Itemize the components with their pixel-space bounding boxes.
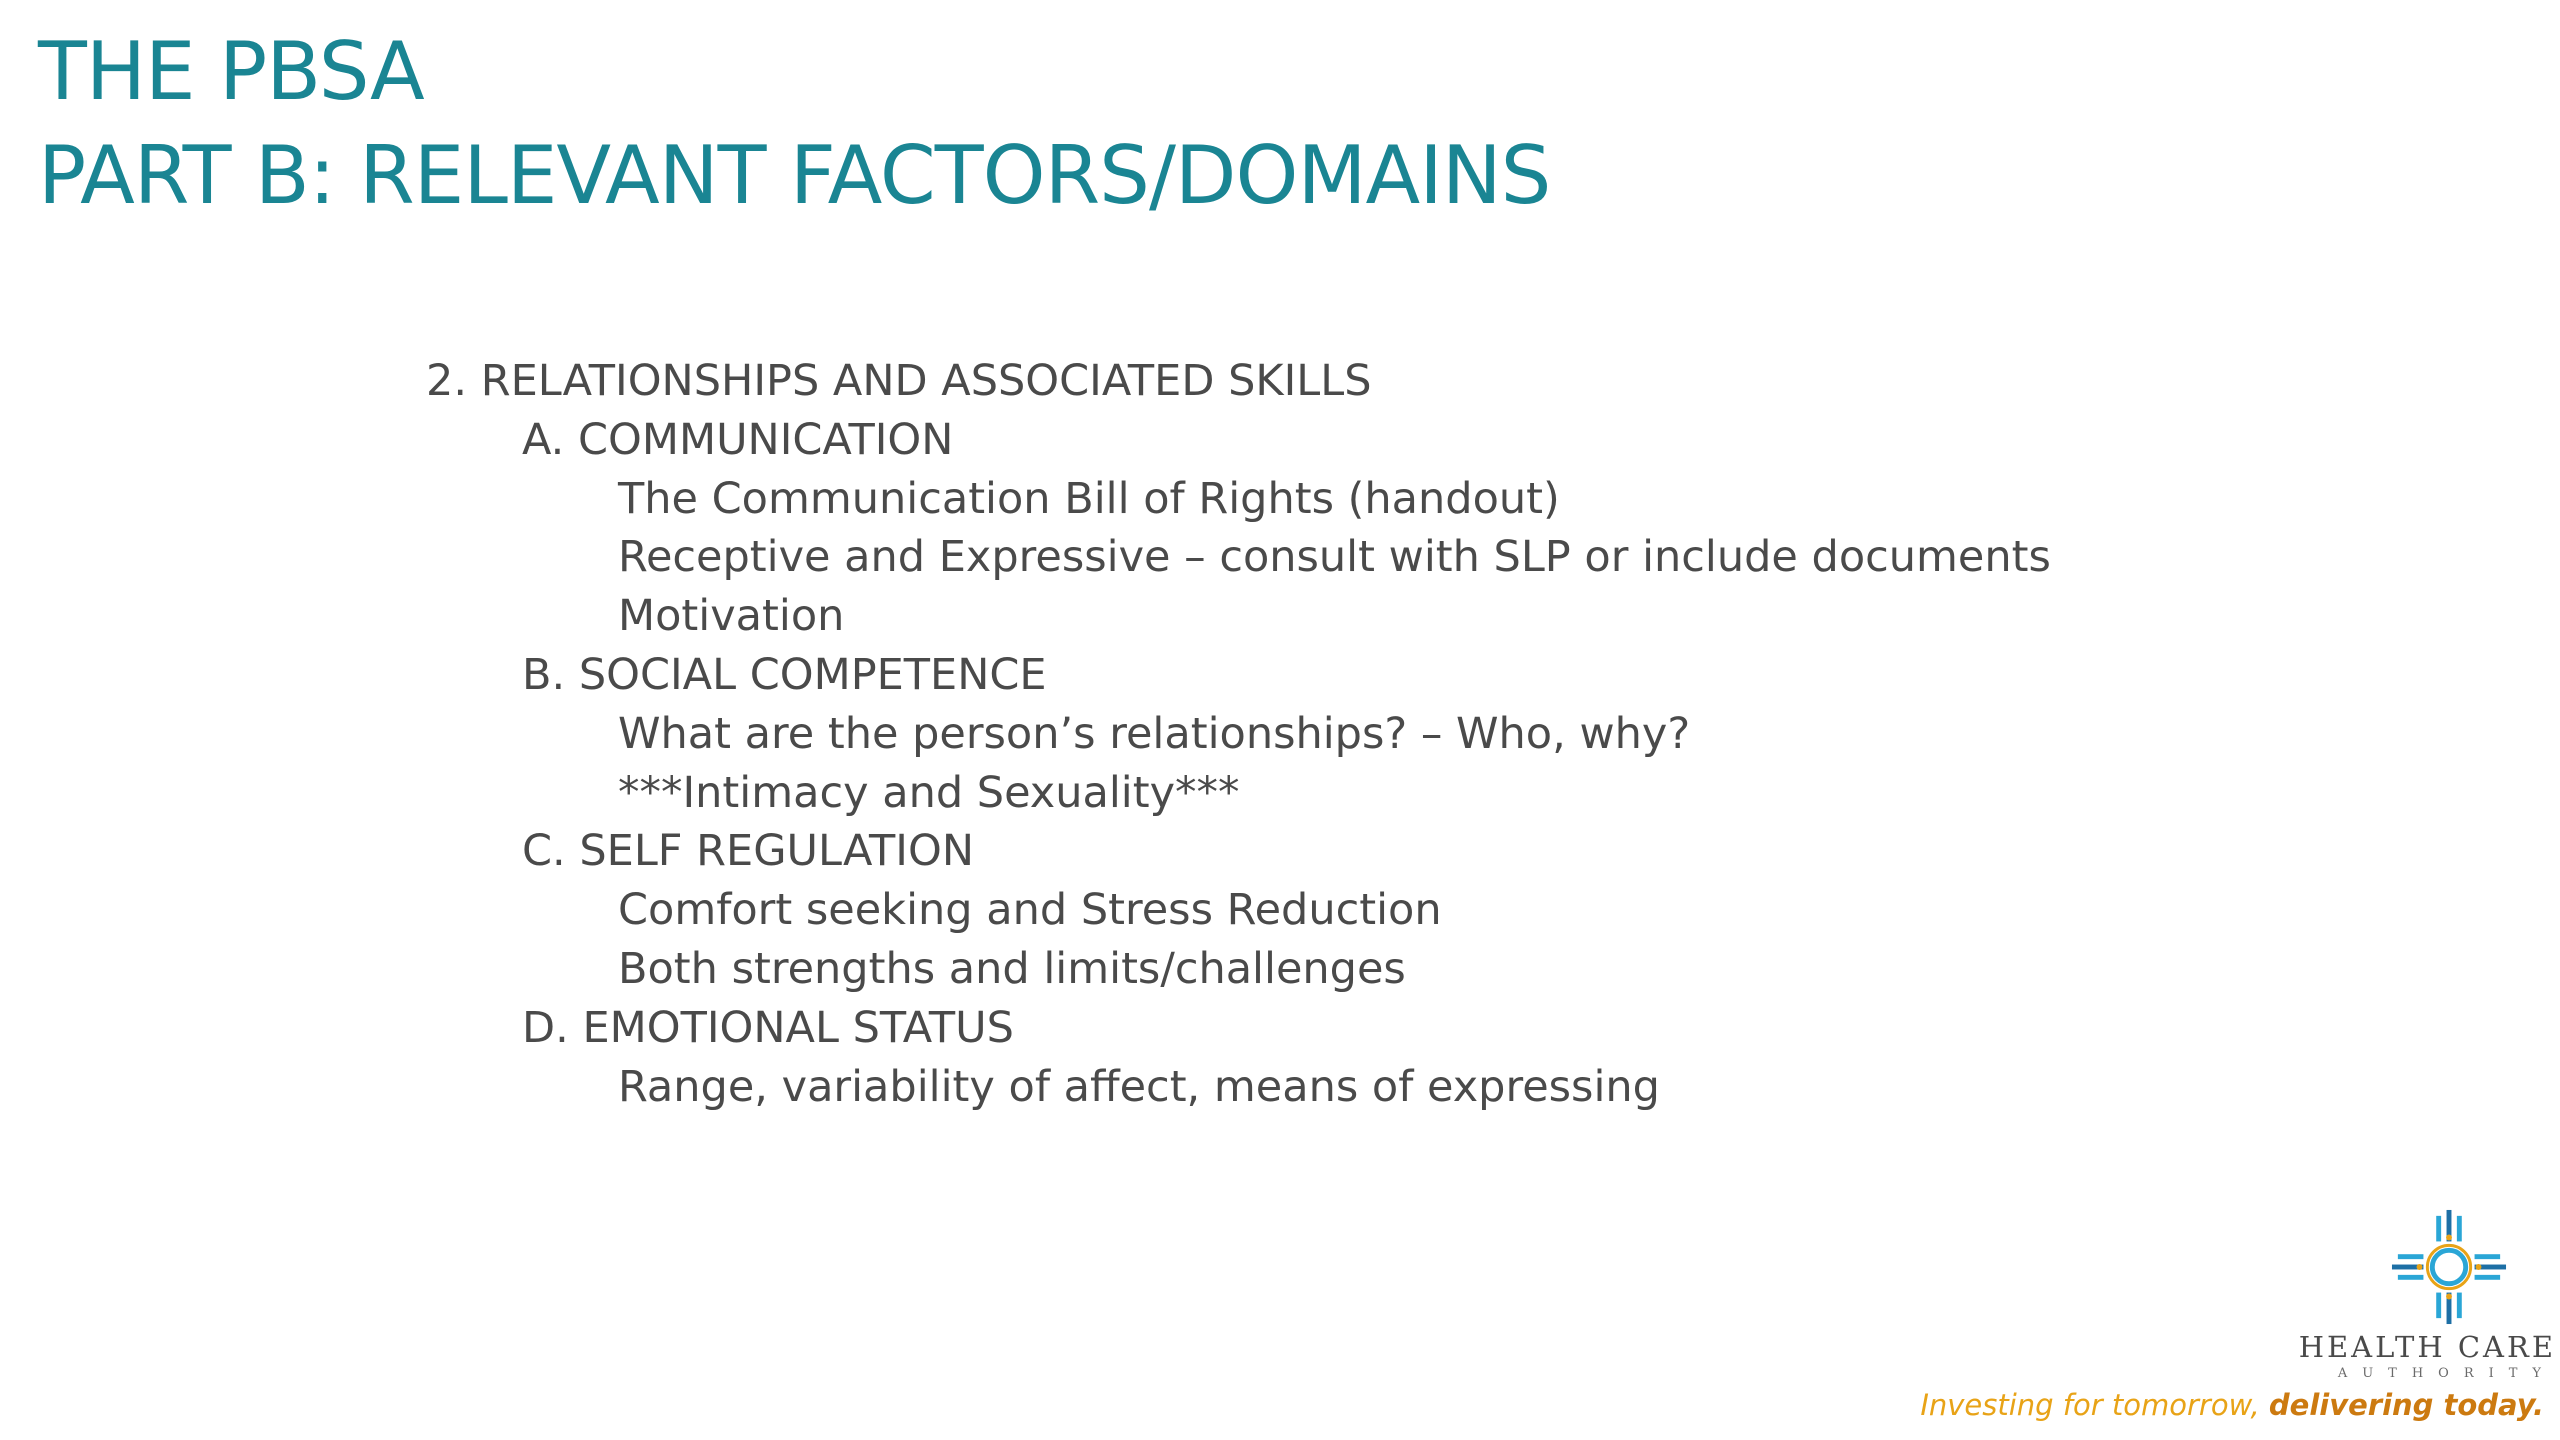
outline-item: ***Intimacy and Sexuality*** (618, 767, 1240, 818)
tagline-part-1: Investing for tomorrow, (1920, 1388, 2269, 1422)
tagline-part-2: delivering today. (2268, 1388, 2544, 1422)
hca-logo (1900, 1208, 2560, 1440)
tagline (1920, 1388, 2544, 1422)
outline-item: A. COMMUNICATION (522, 414, 954, 465)
outline-item: D. EMOTIONAL STATUS (522, 1002, 1014, 1053)
outline-item: The Communication Bill of Rights (handout) (618, 473, 1560, 524)
outline-content (426, 352, 2126, 1116)
slide-title-line-1: THE PBSA (38, 25, 424, 118)
org-subtitle: AUTHORITY (2337, 1366, 2556, 1381)
outline-item: B. SOCIAL COMPETENCE (522, 649, 1047, 700)
slide-title-line-2: PART B: RELEVANT FACTORS/DOMAINS (38, 129, 1551, 222)
outline-item: Both strengths and limits/challenges (618, 943, 1406, 994)
org-name: HEALTH CARE (2298, 1330, 2556, 1364)
outline-item: 2. RELATIONSHIPS AND ASSOCIATED SKILLS (426, 356, 1372, 406)
outline-item: Range, variability of affect, means of expressing (618, 1061, 1660, 1112)
outline-item: Motivation (618, 591, 845, 642)
zia-sun-symbol-icon (2390, 1208, 2508, 1326)
outline-item: C. SELF REGULATION (522, 826, 975, 877)
slide-title (38, 20, 1550, 228)
outline-item: Comfort seeking and Stress Reduction (618, 885, 1442, 936)
outline-item: What are the person’s relationships? – Who, why? (618, 708, 1691, 759)
outline-item: Receptive and Expressive – consult with SLP or include documents (618, 532, 2051, 583)
